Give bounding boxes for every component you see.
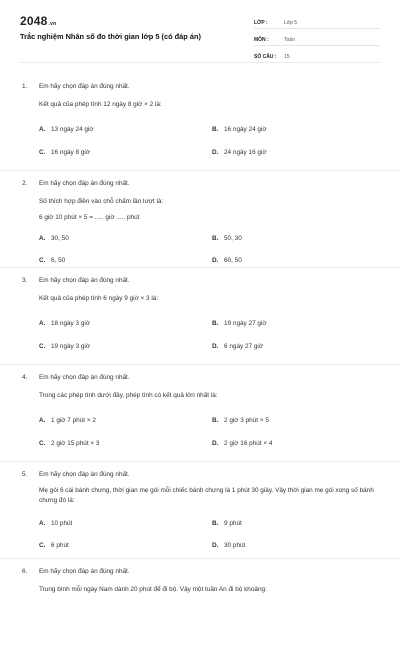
question-5 <box>0 462 400 559</box>
question-instruction: Em hãy chọn đáp án đúng nhất. <box>39 568 130 575</box>
question-text: Trung bình mỗi ngày Nam dành 20 phút để đi bộ. Vậy một tuần An đi bộ khoảng: <box>39 586 267 593</box>
question-number: 3. <box>22 277 28 284</box>
option-text: 50, 30 <box>224 235 242 242</box>
option-a[interactable] <box>39 320 90 327</box>
question-expression: 6 giờ 10 phút × 5 = ..... giờ ..... phút <box>39 214 140 221</box>
option-d[interactable] <box>212 440 272 447</box>
question-3 <box>0 268 400 365</box>
question-text: Trong các phép tính dưới đây, phép tính có kết quả lớn nhất là: <box>39 392 218 399</box>
option-letter: B. <box>212 320 219 327</box>
option-letter: A. <box>39 417 46 424</box>
option-letter: C. <box>39 149 46 156</box>
option-letter: A. <box>39 235 46 242</box>
option-text: 2 giờ 3 phút × 5 <box>224 417 269 424</box>
option-c[interactable] <box>39 257 65 264</box>
option-text: 2 giờ 16 phút × 4 <box>224 440 273 447</box>
option-text: 19 ngày 27 giờ <box>224 320 267 327</box>
option-letter: B. <box>212 126 219 133</box>
option-letter: C. <box>39 257 46 264</box>
header-divider <box>20 62 380 63</box>
option-c[interactable] <box>39 440 99 447</box>
option-letter: D. <box>212 440 219 447</box>
option-a[interactable] <box>39 417 96 424</box>
option-text: 2 giờ 15 phút × 3 <box>51 440 100 447</box>
option-c[interactable] <box>39 542 69 549</box>
option-text: 16 ngày 8 giờ <box>51 149 91 156</box>
meta-row-count <box>254 49 380 63</box>
option-letter: C. <box>39 440 46 447</box>
option-text: 30, 50 <box>51 235 69 242</box>
question-instruction: Em hãy chọn đáp án đúng nhất. <box>39 180 130 187</box>
site-logo[interactable] <box>20 14 56 28</box>
option-text: 19 ngày 3 giờ <box>51 343 91 350</box>
option-b[interactable] <box>212 126 267 133</box>
question-text: Kết quả của phép tính 12 ngày 8 giờ × 2 là: <box>39 101 162 108</box>
option-c[interactable] <box>39 149 90 156</box>
document-title: Trắc nghiệm Nhân số đo thời gian lớp 5 (có đáp án) <box>20 32 201 41</box>
option-letter: B. <box>212 235 219 242</box>
option-a[interactable] <box>39 520 72 527</box>
meta-row-class <box>254 15 380 29</box>
option-d[interactable] <box>212 149 267 156</box>
option-b[interactable] <box>212 417 269 424</box>
meta-key: MÔN : <box>254 37 269 43</box>
question-instruction: Em hãy chọn đáp án đúng nhất. <box>39 83 130 90</box>
option-text: 18 ngày 3 giờ <box>51 320 91 327</box>
option-text: 10 phút <box>51 520 73 527</box>
option-b[interactable] <box>212 520 242 527</box>
option-letter: A. <box>39 320 46 327</box>
meta-key: LỚP : <box>254 20 268 26</box>
option-letter: B. <box>212 417 219 424</box>
question-text: Số thích hợp điền vào chỗ chấm lần lượt là: <box>39 198 164 205</box>
option-letter: D. <box>212 257 219 264</box>
question-text: Kết quả của phép tính 6 ngày 9 giờ × 3 là: <box>39 295 159 302</box>
question-6 <box>0 559 400 656</box>
meta-value: 15 <box>284 54 290 60</box>
option-text: 24 ngày 16 giờ <box>224 149 267 156</box>
question-4 <box>0 365 400 462</box>
option-text: 30 phút <box>224 542 246 549</box>
option-letter: D. <box>212 149 219 156</box>
question-number: 4. <box>22 374 28 381</box>
question-1 <box>0 74 400 171</box>
page-header <box>0 0 400 70</box>
option-d[interactable] <box>212 257 242 264</box>
option-text: 6 phút <box>51 542 69 549</box>
option-text: 16 ngày 24 giờ <box>224 126 267 133</box>
option-c[interactable] <box>39 343 90 350</box>
question-number: 5. <box>22 471 28 478</box>
option-letter: D. <box>212 343 219 350</box>
meta-key: SỐ CÂU : <box>254 54 277 60</box>
option-text: 6 ngày 27 giờ <box>224 343 264 350</box>
meta-row-subject <box>254 32 380 46</box>
option-a[interactable] <box>39 235 69 242</box>
question-instruction: Em hãy chọn đáp án đúng nhất. <box>39 277 130 284</box>
option-letter: B. <box>212 520 219 527</box>
question-list <box>0 74 400 656</box>
question-number: 2. <box>22 180 28 187</box>
document-meta <box>254 15 380 66</box>
question-instruction: Em hãy chọn đáp án đúng nhất. <box>39 471 130 478</box>
option-text: 6, 50 <box>51 257 66 264</box>
meta-value: Toán <box>284 37 295 43</box>
option-a[interactable] <box>39 126 94 133</box>
option-text: 9 phút <box>224 520 242 527</box>
question-number: 1. <box>22 83 28 90</box>
option-d[interactable] <box>212 542 245 549</box>
option-letter: C. <box>39 542 46 549</box>
question-2 <box>0 171 400 268</box>
option-letter: D. <box>212 542 219 549</box>
question-number: 6. <box>22 568 28 575</box>
question-instruction: Em hãy chọn đáp án đúng nhất. <box>39 374 130 381</box>
option-letter: C. <box>39 343 46 350</box>
option-b[interactable] <box>212 235 242 242</box>
option-b[interactable] <box>212 320 267 327</box>
option-letter: A. <box>39 126 46 133</box>
option-text: 1 giờ 7 phút × 2 <box>51 417 96 424</box>
question-text: Mẹ gói 6 cái bánh chưng, thời gian mẹ gói mỗi chiếc bánh chưng là 1 phút 30 giây. Vậy thời gian mẹ gói xong số bánh chưng đó là: <box>39 487 374 504</box>
logo-suffix: .vn <box>48 21 57 27</box>
option-letter: A. <box>39 520 46 527</box>
option-text: 60, 50 <box>224 257 242 264</box>
logo-number: 2048 <box>20 14 48 28</box>
option-text: 13 ngày 24 giờ <box>51 126 94 133</box>
option-d[interactable] <box>212 343 263 350</box>
meta-value: Lớp 5 <box>284 20 298 26</box>
